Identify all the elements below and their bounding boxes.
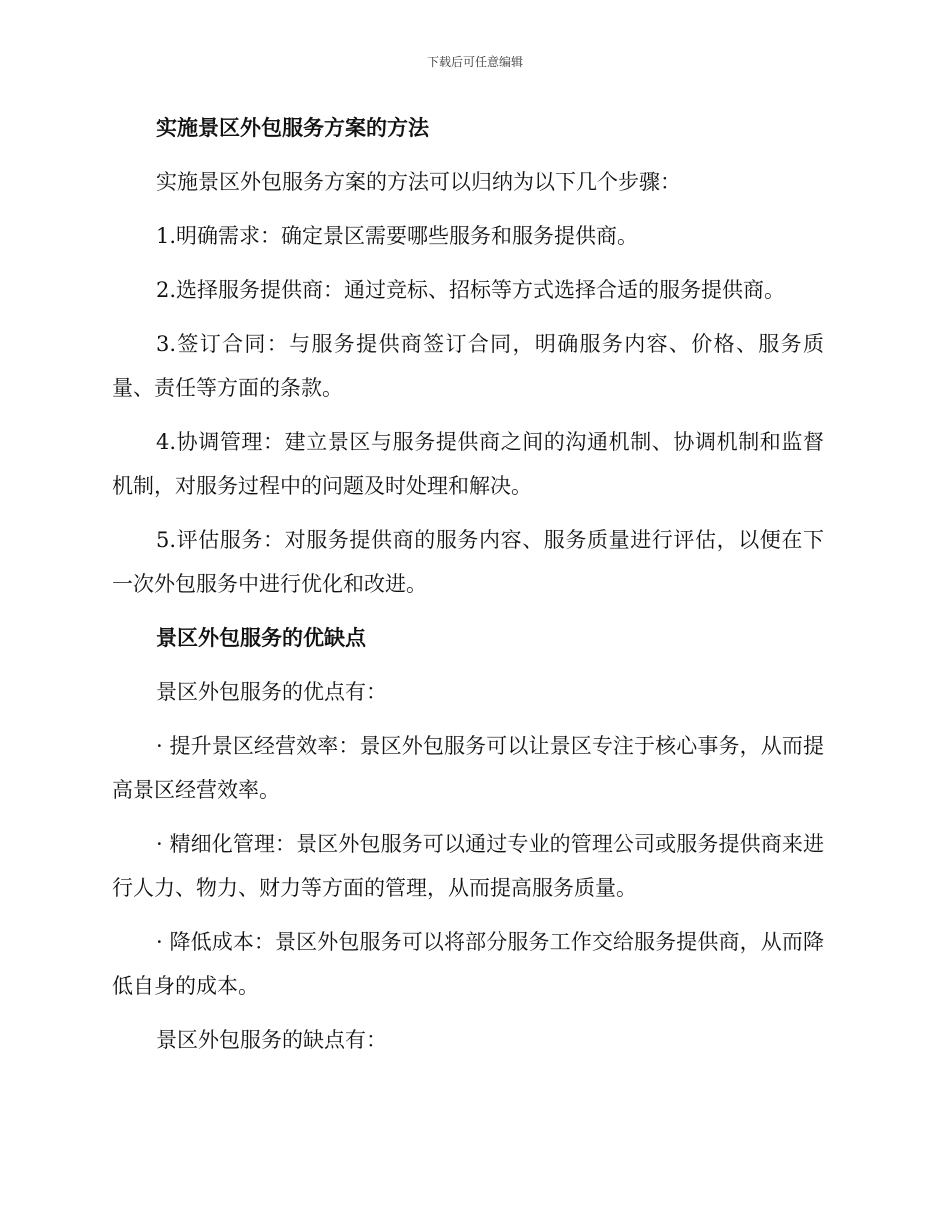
pros-item: · 精细化管理：景区外包服务可以通过专业的管理公司或服务提供商来进行人力、物力、财力等方面的管理，从而提高服务质量。	[112, 832, 824, 900]
step-item: 4.协调管理：建立景区与服务提供商之间的沟通机制、协调机制和监督机制，对服务过程中的问题及时处理和解决。	[112, 430, 824, 498]
step-item: 2.选择服务提供商：通过竞标、招标等方式选择合适的服务提供商。	[156, 278, 786, 302]
step-item: 1.明确需求：确定景区需要哪些服务和服务提供商。	[156, 224, 639, 248]
cons-intro: 景区外包服务的缺点有：	[156, 1028, 387, 1052]
section-heading-methods: 实施景区外包服务方案的方法	[156, 115, 429, 140]
step-item: 3.签订合同：与服务提供商签订合同，明确服务内容、价格、服务质量、责任等方面的条款。	[112, 332, 824, 400]
methods-intro: 实施景区外包服务方案的方法可以归纳为以下几个步骤：	[156, 170, 681, 194]
step-item: 5.评估服务：对服务提供商的服务内容、服务质量进行评估，以便在下一次外包服务中进行优化和改进。	[112, 528, 824, 596]
pros-item: · 降低成本：景区外包服务可以将部分服务工作交给服务提供商，从而降低自身的成本。	[112, 930, 824, 998]
pros-item: · 提升景区经营效率：景区外包服务可以让景区专注于核心事务，从而提高景区经营效率。	[112, 734, 824, 802]
pros-intro: 景区外包服务的优点有：	[156, 680, 387, 704]
page-header: 下载后可任意编辑	[426, 55, 523, 69]
section-heading-pros-cons: 景区外包服务的优缺点	[156, 625, 366, 650]
document-body	[112, 106, 824, 1072]
